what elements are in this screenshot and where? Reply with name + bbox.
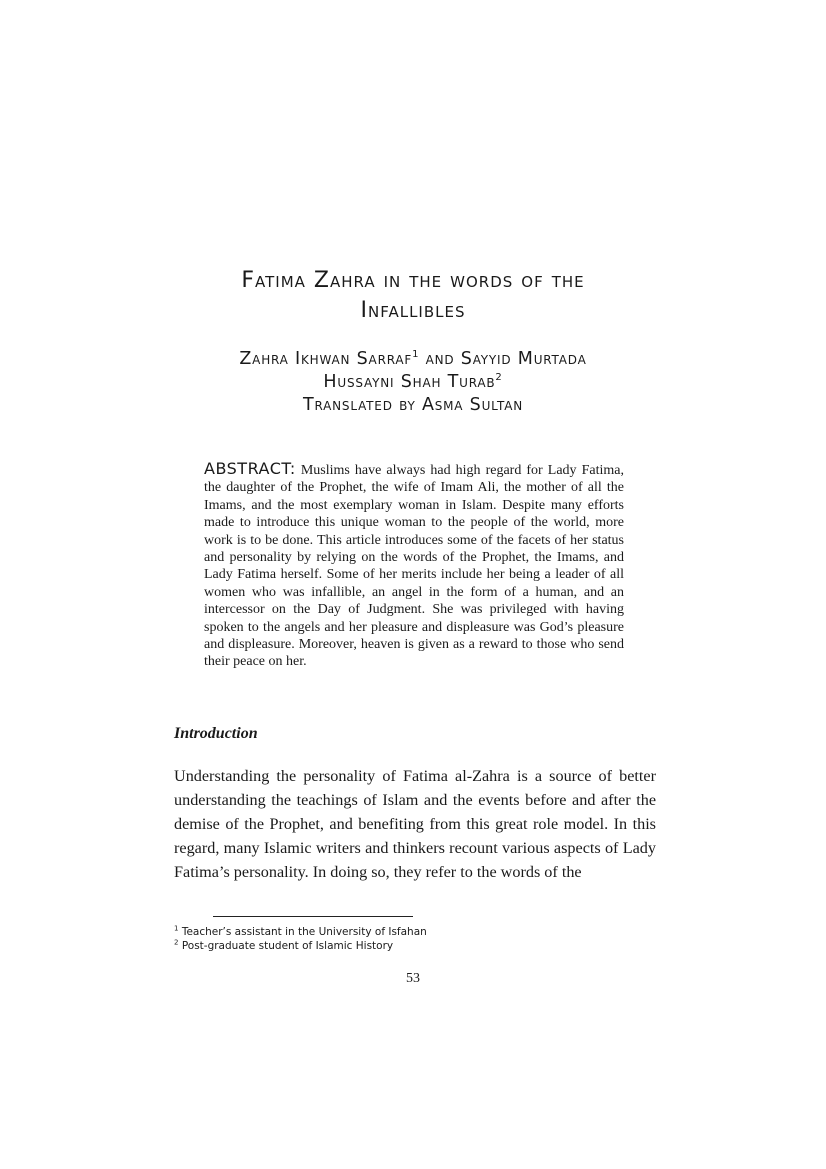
introduction-paragraph: Understanding the personality of Fatima al-Zahra is a source of better understanding the teachings of Islam and the events before and after the demise of the Prophet, and benefiting from this great role model. In this regard, many Islamic writers and thinkers recount various aspects of Lady Fatima’s personality. In doing so, they refer to the words of the (174, 767, 656, 881)
footnotes (174, 925, 656, 953)
footnote-1 (174, 925, 656, 939)
footnote-marker-2: 2 (495, 372, 503, 384)
author-1-name: Zahra Ikhwan Sarraf (239, 349, 413, 369)
footnote-2-text: Post-graduate student of Islamic History (181, 940, 394, 952)
footnote-1-mark: 1 (174, 924, 179, 933)
footnote-divider (213, 916, 413, 917)
author-2-name-start: and Sayyid Murtada (419, 349, 587, 369)
footnote-2-mark: 2 (174, 938, 179, 947)
title-line-2: Infallibles (360, 298, 466, 323)
authors-line-1 (160, 348, 666, 371)
footnote-marker-1: 1 (412, 349, 420, 361)
footnote-2 (174, 939, 656, 953)
author-block (160, 348, 666, 417)
title-line-1: Fatima Zahra in the words of the (241, 268, 585, 293)
abstract-label: ABSTRACT: (204, 459, 296, 478)
author-2-name-end: Hussayni Shah Turab (323, 372, 496, 392)
page-number: 53 (406, 971, 420, 986)
abstract (204, 460, 624, 671)
abstract-text: Muslims have always had high regard for Lady Fatima, the daughter of the Prophet, the wife of Imam Ali, the mother of all the Imams, and the most exemplary woman in Islam. Despite many efforts made to introduce this unique woman to the people of the world, more work is to be done. This article introduces some of the facets of her status and personality by relying on the words of the Prophet, the Imams, and Lady Fatima herself. Some of her merits include her being a leader of all women who was infallible, an angel in the form of a human, and an intercessor on the Day of Judgment. She was privileged with having spoken to the angels and her pleasure and displeasure was God’s pleasure and displeasure. Moreover, heaven is given as a reward to those who send their peace on her. (204, 463, 624, 670)
translator-line: Translated by Asma Sultan (303, 395, 523, 415)
authors-line-2 (160, 371, 666, 394)
article-title (160, 266, 666, 326)
footnote-1-text: Teacher’s assistant in the University of Isfahan (181, 926, 427, 938)
section-heading-introduction: Introduction (174, 725, 258, 742)
